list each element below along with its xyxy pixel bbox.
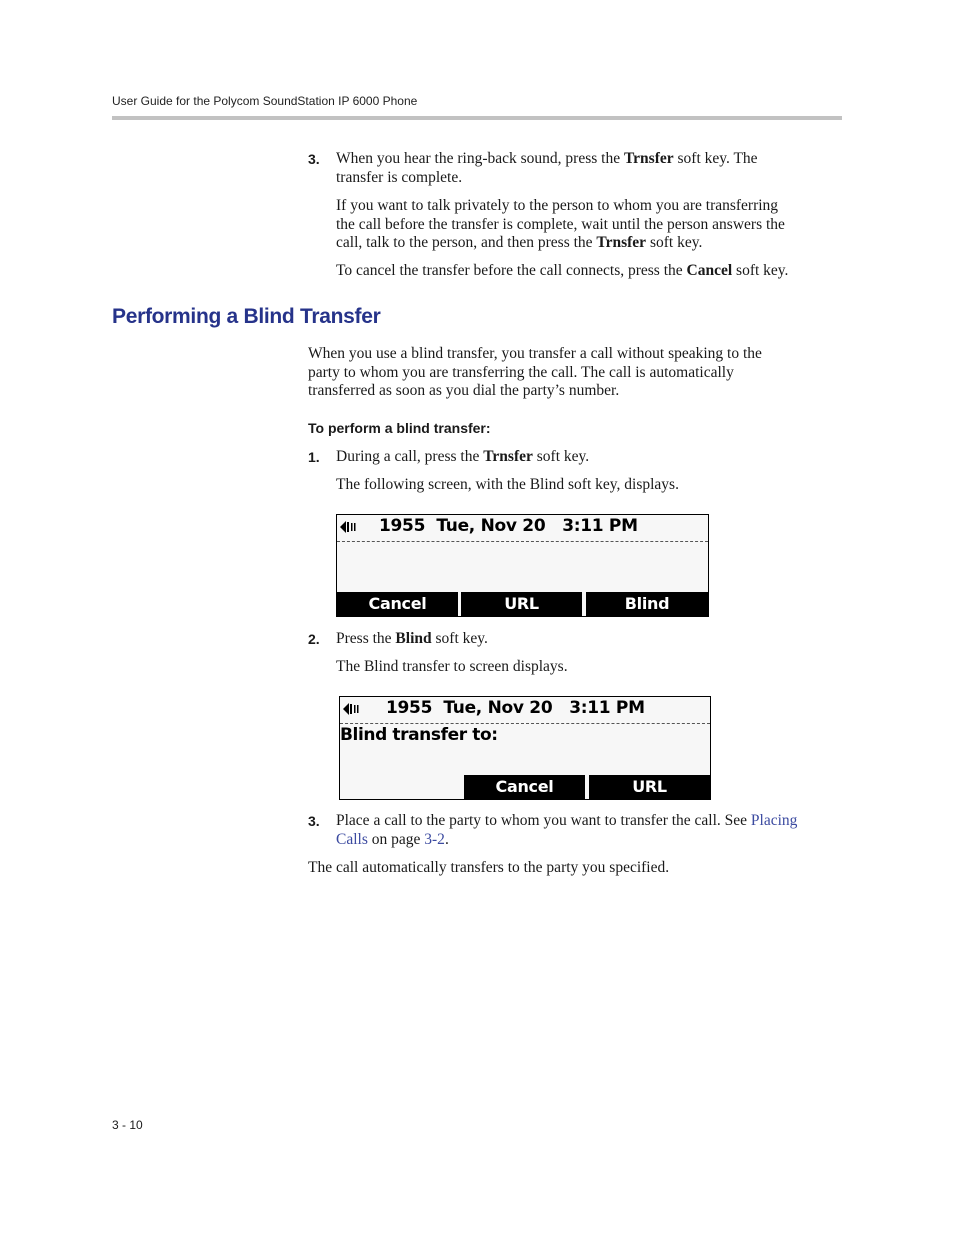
step-text	[336, 831, 449, 850]
step-text	[336, 150, 758, 169]
text-segment: soft key. The	[673, 150, 758, 167]
paragraph-line: the call before the transfer is complete, wait until the person answers the	[336, 215, 785, 233]
step-text	[336, 630, 488, 649]
softkey-cancel[interactable]: Cancel	[464, 775, 585, 799]
line-indicator-icon	[343, 702, 361, 716]
screen-status-bar	[337, 515, 708, 542]
step-number: 1.	[308, 449, 320, 465]
softkey-url[interactable]: URL	[461, 592, 582, 616]
text-segment: .	[444, 831, 449, 848]
text-segment: call, talk to the person, and then press the	[336, 234, 597, 251]
step-number: 2.	[308, 631, 320, 647]
step-text	[336, 448, 589, 467]
screen-prompt: Blind transfer to:	[340, 725, 498, 745]
phone-screen-blind-transfer-to	[339, 696, 711, 800]
paragraph-line	[336, 234, 702, 253]
paragraph-line: If you want to talk privately to the person to whom you are transferring	[336, 197, 779, 214]
step-number: 3.	[308, 151, 320, 167]
paragraph-line: transferred as soon as you dial the party’s number.	[308, 382, 620, 399]
placing-calls-link[interactable]: Calls	[336, 831, 368, 848]
page-number: 3 - 10	[112, 1118, 143, 1132]
text-segment: To cancel the transfer before the call connects, press the	[336, 262, 687, 279]
paragraph-line	[336, 262, 788, 281]
page-link[interactable]: 3-2	[424, 831, 445, 848]
line-indicator-icon	[340, 520, 358, 534]
text-segment: During a call, press the	[336, 448, 484, 465]
paragraph-line: party to whom you are transferring the call. The call is automatically	[308, 363, 734, 381]
paragraph-line: When you use a blind transfer, you transfer a call without speaking to the	[308, 345, 762, 362]
procedure-heading: To perform a blind transfer:	[308, 420, 491, 436]
soft-key-name: Trnsfer	[623, 150, 674, 167]
soft-key-name: Blind	[395, 630, 432, 647]
closing-paragraph: The call automatically transfers to the party you specified.	[308, 859, 670, 876]
text-segment: soft key.	[431, 630, 488, 647]
softkey-blind[interactable]: Blind	[586, 592, 708, 616]
step-text: transfer is complete.	[336, 169, 463, 186]
step-text	[336, 812, 797, 831]
screen-status-bar	[340, 697, 710, 724]
running-header: User Guide for the Polycom SoundStation IP 6000 Phone	[112, 94, 418, 108]
phone-screen-blind-softkey	[336, 514, 709, 617]
screen-status-text: 1955 Tue, Nov 20 3:11 PM	[386, 698, 645, 718]
placing-calls-link[interactable]: Placing	[750, 812, 798, 829]
soft-key-name: Trnsfer	[596, 234, 647, 251]
text-segment: Press the	[336, 630, 396, 647]
soft-key-name: Trnsfer	[483, 448, 533, 465]
text-segment: When you hear the ring-back sound, press the	[336, 150, 624, 167]
text-segment: Place a call to the party to whom you want to transfer the call. See	[336, 812, 751, 829]
text-segment: soft key.	[646, 234, 703, 251]
text-segment: soft key.	[732, 262, 789, 279]
softkey-url[interactable]: URL	[589, 775, 710, 799]
step-number: 3.	[308, 813, 320, 829]
text-segment: soft key.	[532, 448, 590, 465]
section-heading: Performing a Blind Transfer	[112, 305, 381, 328]
softkey-cancel[interactable]: Cancel	[337, 592, 458, 616]
soft-key-name: Cancel	[686, 262, 733, 279]
step-note: The Blind transfer to screen displays.	[336, 658, 568, 675]
text-segment: on page	[367, 831, 425, 848]
header-rule	[112, 116, 842, 120]
step-note: The following screen, with the Blind soft key, displays.	[336, 476, 679, 493]
screen-status-text: 1955 Tue, Nov 20 3:11 PM	[379, 516, 638, 536]
